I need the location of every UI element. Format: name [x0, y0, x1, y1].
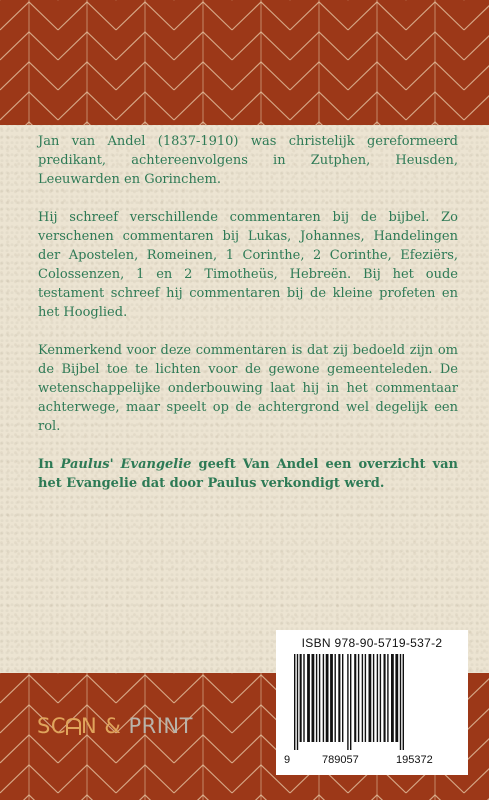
barcode-bar [354, 654, 356, 742]
barcode-guard-bar [347, 654, 348, 750]
barcode-bar [342, 654, 343, 742]
summary-paragraph [38, 455, 458, 493]
barcode-bar [384, 654, 386, 742]
barcode-guard-bar [403, 654, 404, 750]
chevron-line [464, 795, 489, 800]
barcode-guard-bar [400, 654, 401, 750]
barcode-bar [335, 654, 336, 742]
chevron-pattern-top [0, 0, 489, 125]
top-chevron-band [0, 0, 489, 125]
works-paragraph: Hij schreef verschillende commentaren bij de bijbel. Zo verschenen commentaren bij Lukas, Johannes, Handelingen der Apostelen, Romeinen, 1 Corinthe, 2 Corinthe, Efeziërs, Colossenzen, 1 en 2 Timotheüs, Hebreën. Bij het oude testament schreef hij commentaren bij de kleine profeten en het Hooglied. [38, 210, 458, 320]
barcode-bar [312, 654, 315, 742]
book-title: Paulus' Evangelie [60, 457, 192, 472]
isbn-barcode [276, 630, 468, 775]
logo-a-icon [66, 716, 81, 733]
logo-sc: SC [37, 714, 66, 738]
barcode-bar [395, 654, 398, 742]
barcode-bar [316, 654, 317, 742]
barcode-bar [330, 654, 333, 742]
chevron-line [464, 92, 489, 120]
isbn-digits [284, 754, 460, 768]
blurb-text [38, 132, 458, 512]
barcode-bar [362, 654, 363, 742]
chevron-line [464, 32, 489, 60]
barcode-bar [319, 654, 320, 742]
barcode-bar [323, 654, 324, 742]
isbn-digits-group2: 195372 [396, 754, 433, 766]
barcode-bar [380, 654, 381, 742]
isbn-digits-group1: 789057 [322, 754, 359, 766]
barcode-bar [369, 654, 372, 742]
barcode-bar [358, 654, 359, 742]
barcode-bar [303, 654, 304, 742]
barcode-bar [326, 654, 329, 742]
barcode-bar [387, 654, 388, 742]
barcode-bar [391, 654, 394, 742]
isbn-label: ISBN 978-90-5719-537-2 [301, 636, 443, 650]
barcode-bar [338, 654, 340, 742]
logo-n-amp: N & [81, 714, 129, 738]
barcode-guard-bar [350, 654, 351, 750]
barcode-bar [373, 654, 374, 742]
barcode-bars [284, 654, 460, 750]
chevron-line [464, 62, 489, 90]
chevron-line [464, 122, 489, 125]
chevron-line [464, 2, 489, 30]
barcode-bar [307, 654, 310, 742]
isbn-digit-first: 9 [284, 754, 291, 766]
barcode-bar [300, 654, 302, 742]
barcode-bar [365, 654, 366, 742]
barcode-guard-bar [297, 654, 298, 750]
summary-suffix: geeft Van Andel een overzicht van het Evangelie dat door Paulus verkondigt werd. [38, 457, 459, 491]
barcode-bar [377, 654, 378, 742]
summary-prefix: In [38, 457, 61, 472]
bio-paragraph: Jan van Andel (1837-1910) was christelijk gereformeerd predikant, achtereenvolgens in Zutphen, Heusden, Leeuwarden en Gorinchem. [38, 134, 458, 187]
barcode-guard-bar [294, 654, 295, 750]
style-paragraph: Kenmerkend voor deze commentaren is dat zij bedoeld zijn om de Bijbel toe te lichten voor de gewone gemeenteleden. De wetenschappelijke onderbouwing laat hij in het commentaar achterwege, maar speelt op de achtergrond wel degelijk een rol. [38, 343, 458, 434]
logo-print: PRINT [128, 714, 193, 738]
publisher-logo [37, 714, 193, 738]
